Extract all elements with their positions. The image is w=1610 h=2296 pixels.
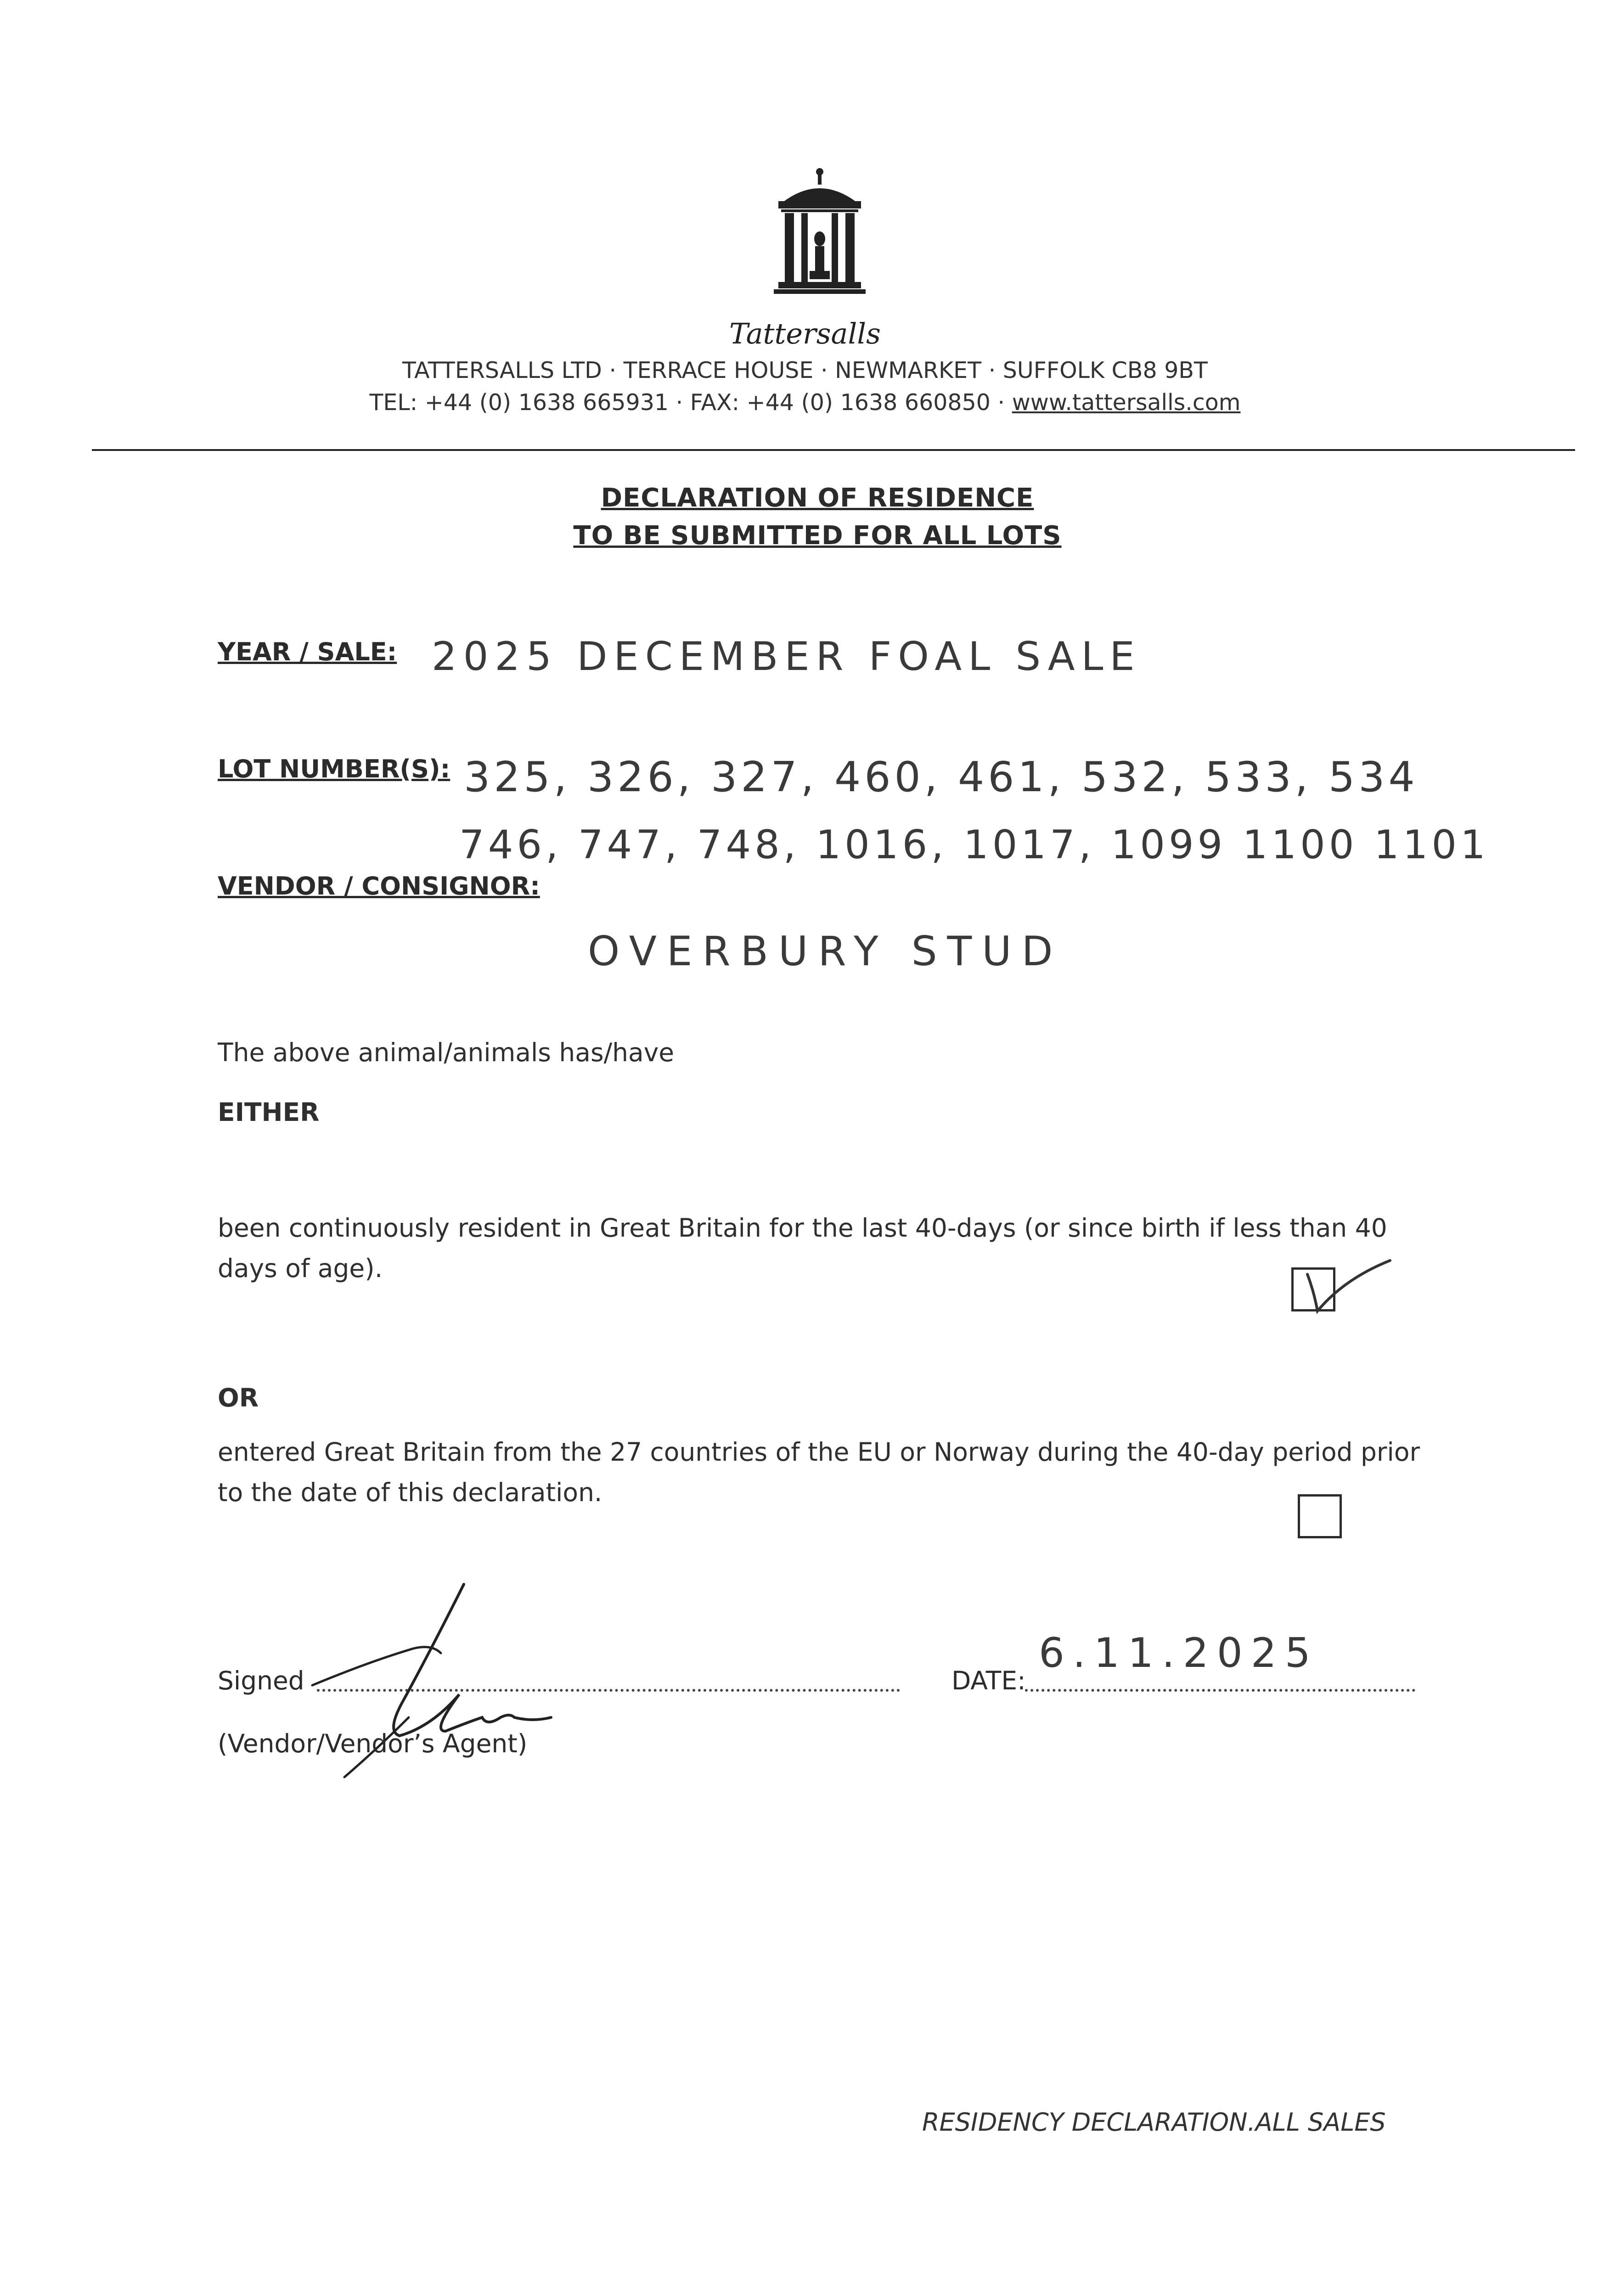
- declaration-intro: The above animal/animals has/have: [218, 1038, 675, 1067]
- brand-name: Tattersalls: [729, 317, 881, 350]
- company-address: TATTERSALLS LTD · TERRACE HOUSE · NEWMARKET · SUFFOLK CB8 9BT: [402, 357, 1208, 383]
- header-divider: [92, 449, 1575, 451]
- year-sale-label: YEAR / SALE:: [218, 637, 397, 666]
- vendor-consignor-label: VENDOR / CONSIGNOR:: [218, 872, 540, 900]
- form-footer-reference: RESIDENCY DECLARATION.ALL SALES: [922, 2108, 1386, 2137]
- checkbox-entered-from-eu: [1298, 1494, 1342, 1538]
- tattersalls-rotunda-logo: [765, 165, 875, 317]
- form-subtitle: TO BE SUBMITTED FOR ALL LOTS: [573, 521, 1062, 551]
- date-handwritten-value: 6.11.2025: [1039, 1629, 1319, 1677]
- website-link: www.tattersalls.com: [1012, 389, 1241, 416]
- tick-mark-icon: [1289, 1242, 1427, 1306]
- date-dotted-line: [1025, 1675, 1415, 1692]
- form-title: DECLARATION OF RESIDENCE: [601, 483, 1034, 513]
- lot-numbers-line-2: 746, 747, 748, 1016, 1017, 1099 1100 1101: [459, 822, 1489, 868]
- date-label: DATE:: [951, 1666, 1026, 1695]
- option-entered-from-eu: entered Great Britain from the 27 countries of the EU or Norway during the 40-day period prior to the date of this declaration.: [218, 1437, 1420, 1507]
- signatory-role: (Vendor/Vendor’s Agent): [218, 1729, 528, 1758]
- year-sale-handwritten-value: 2025 DECEMBER FOAL SALE: [432, 634, 1141, 680]
- or-heading: OR: [218, 1383, 259, 1412]
- signed-label: Signed: [218, 1666, 304, 1695]
- lot-numbers-line-1: 325, 326, 327, 460, 461, 532, 533, 534: [464, 753, 1419, 801]
- checkbox-continuous-residence: [1291, 1267, 1335, 1311]
- vendor-handwritten-value: OVERBURY STUD: [588, 928, 1063, 975]
- lot-numbers-label: LOT NUMBER(S):: [218, 754, 450, 783]
- contact-line: [0, 389, 1610, 416]
- option-continuous-residence: been continuously resident in Great Britain for the last 40-days (or since birth if less than 40 days of age).: [218, 1213, 1387, 1283]
- contact-numbers: TEL: +44 (0) 1638 665931 · FAX: +44 (0) 1638 660850 ·: [369, 389, 1012, 416]
- either-heading: EITHER: [218, 1097, 320, 1127]
